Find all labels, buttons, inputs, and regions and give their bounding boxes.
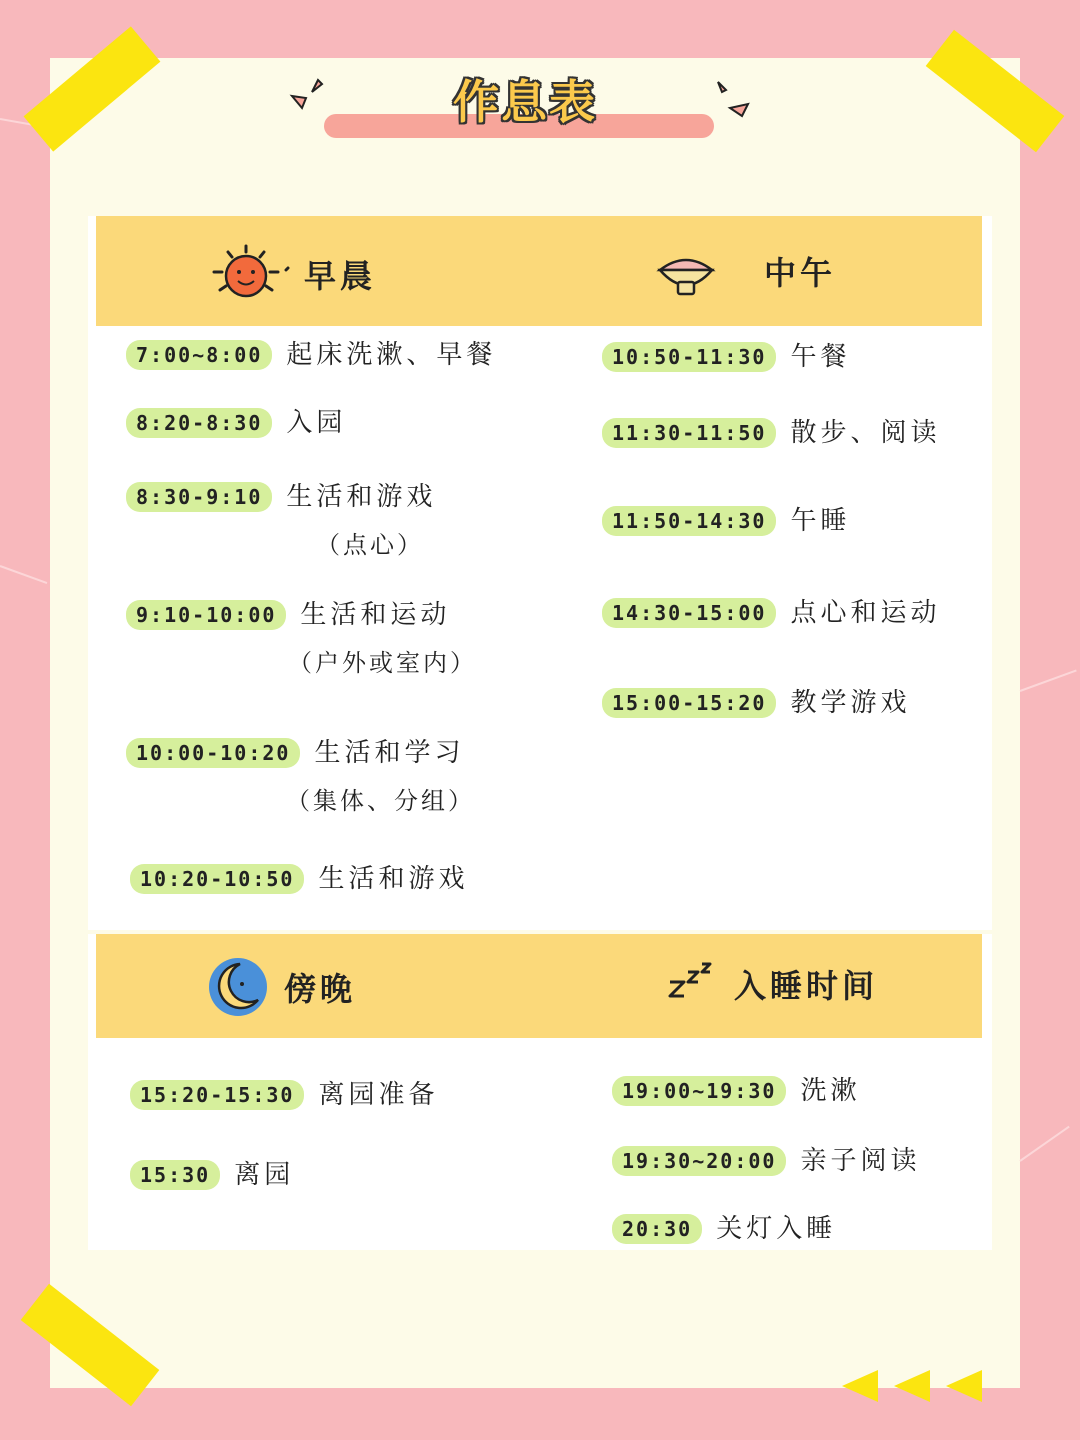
schedule-entry xyxy=(612,1146,920,1176)
activity-label: 点心和运动 xyxy=(790,598,941,628)
activity-label: 关灯入睡 xyxy=(716,1214,837,1244)
schedule-entry xyxy=(126,408,346,438)
activity-label: 生活和学习 xyxy=(314,738,465,768)
time-label: 10:50-11:30 xyxy=(602,342,776,372)
time-label: 19:30~20:00 xyxy=(612,1146,786,1176)
activity-note: （点心） xyxy=(316,531,424,559)
schedule-entry xyxy=(602,418,940,448)
schedule-entry xyxy=(612,1214,836,1244)
title-area xyxy=(290,62,760,142)
schedule-entry xyxy=(602,342,850,372)
time-label: 15:00-15:20 xyxy=(602,688,776,718)
sparkle-right-icon xyxy=(710,76,754,120)
activity-label: 入园 xyxy=(286,408,347,438)
time-label: 9:10-10:00 xyxy=(126,600,286,630)
section-title-morning: 早晨 xyxy=(304,257,377,295)
page-title: 作息表 xyxy=(453,75,597,129)
time-label: 8:30-9:10 xyxy=(126,482,272,512)
section-header-evening xyxy=(206,956,356,1018)
time-label: 15:20-15:30 xyxy=(130,1080,304,1110)
activity-label: 生活和游戏 xyxy=(318,864,469,894)
bowl-icon xyxy=(656,244,716,298)
time-label: 19:00~19:30 xyxy=(612,1076,786,1106)
decor-line xyxy=(1019,1126,1069,1162)
activity-label: 起床洗漱、早餐 xyxy=(286,340,497,370)
decor-line xyxy=(0,565,47,584)
activity-label: 生活和运动 xyxy=(300,600,451,630)
schedule-entry xyxy=(126,600,450,630)
time-label: 11:50-14:30 xyxy=(602,506,776,536)
activity-label: 洗漱 xyxy=(800,1076,861,1106)
schedule-entry xyxy=(126,340,496,370)
section-header-morning xyxy=(206,242,376,306)
schedule-entry xyxy=(602,598,940,628)
decor-arrow-icon xyxy=(894,1370,930,1402)
activity-label: 生活和游戏 xyxy=(286,482,437,512)
activity-label: 离园准备 xyxy=(318,1080,439,1110)
schedule-entry xyxy=(612,1076,860,1106)
sun-icon xyxy=(206,242,290,306)
section-title-noon: 中午 xyxy=(764,254,837,292)
activity-label: 散步、阅读 xyxy=(790,418,941,448)
schedule-entry xyxy=(602,688,910,718)
section-header-noon xyxy=(656,244,836,298)
time-label: 14:30-15:00 xyxy=(602,598,776,628)
section-title-evening: 傍晚 xyxy=(284,970,357,1008)
time-label: 8:20-8:30 xyxy=(126,408,272,438)
time-label: 20:30 xyxy=(612,1214,702,1244)
time-label: 11:30-11:50 xyxy=(602,418,776,448)
activity-note: （户外或室内） xyxy=(288,649,477,677)
time-label: 7:00~8:00 xyxy=(126,340,272,370)
zzz-icon xyxy=(664,960,720,1008)
section-header-bedtime xyxy=(664,960,878,1008)
activity-label: 午睡 xyxy=(790,506,851,536)
schedule-entry xyxy=(130,1080,438,1110)
schedule-entry xyxy=(130,1160,294,1190)
moon-icon xyxy=(206,956,270,1018)
time-label: 10:20-10:50 xyxy=(130,864,304,894)
time-label: 15:30 xyxy=(130,1160,220,1190)
schedule-entry xyxy=(602,506,850,536)
section-title-bedtime: 入睡时间 xyxy=(734,967,879,1005)
schedule-entry xyxy=(130,864,468,894)
decor-line xyxy=(1020,670,1077,692)
activity-label: 午餐 xyxy=(790,342,851,372)
decor-arrow-icon xyxy=(842,1370,878,1402)
activity-label: 离园 xyxy=(234,1160,295,1190)
decor-arrow-icon xyxy=(946,1370,982,1402)
schedule-entry xyxy=(126,482,436,512)
time-label: 10:00-10:20 xyxy=(126,738,300,768)
activity-label: 亲子阅读 xyxy=(800,1146,921,1176)
activity-note: （集体、分组） xyxy=(286,787,475,815)
sparkle-left-icon xyxy=(288,76,332,116)
activity-label: 教学游戏 xyxy=(790,688,911,718)
schedule-entry xyxy=(126,738,464,768)
